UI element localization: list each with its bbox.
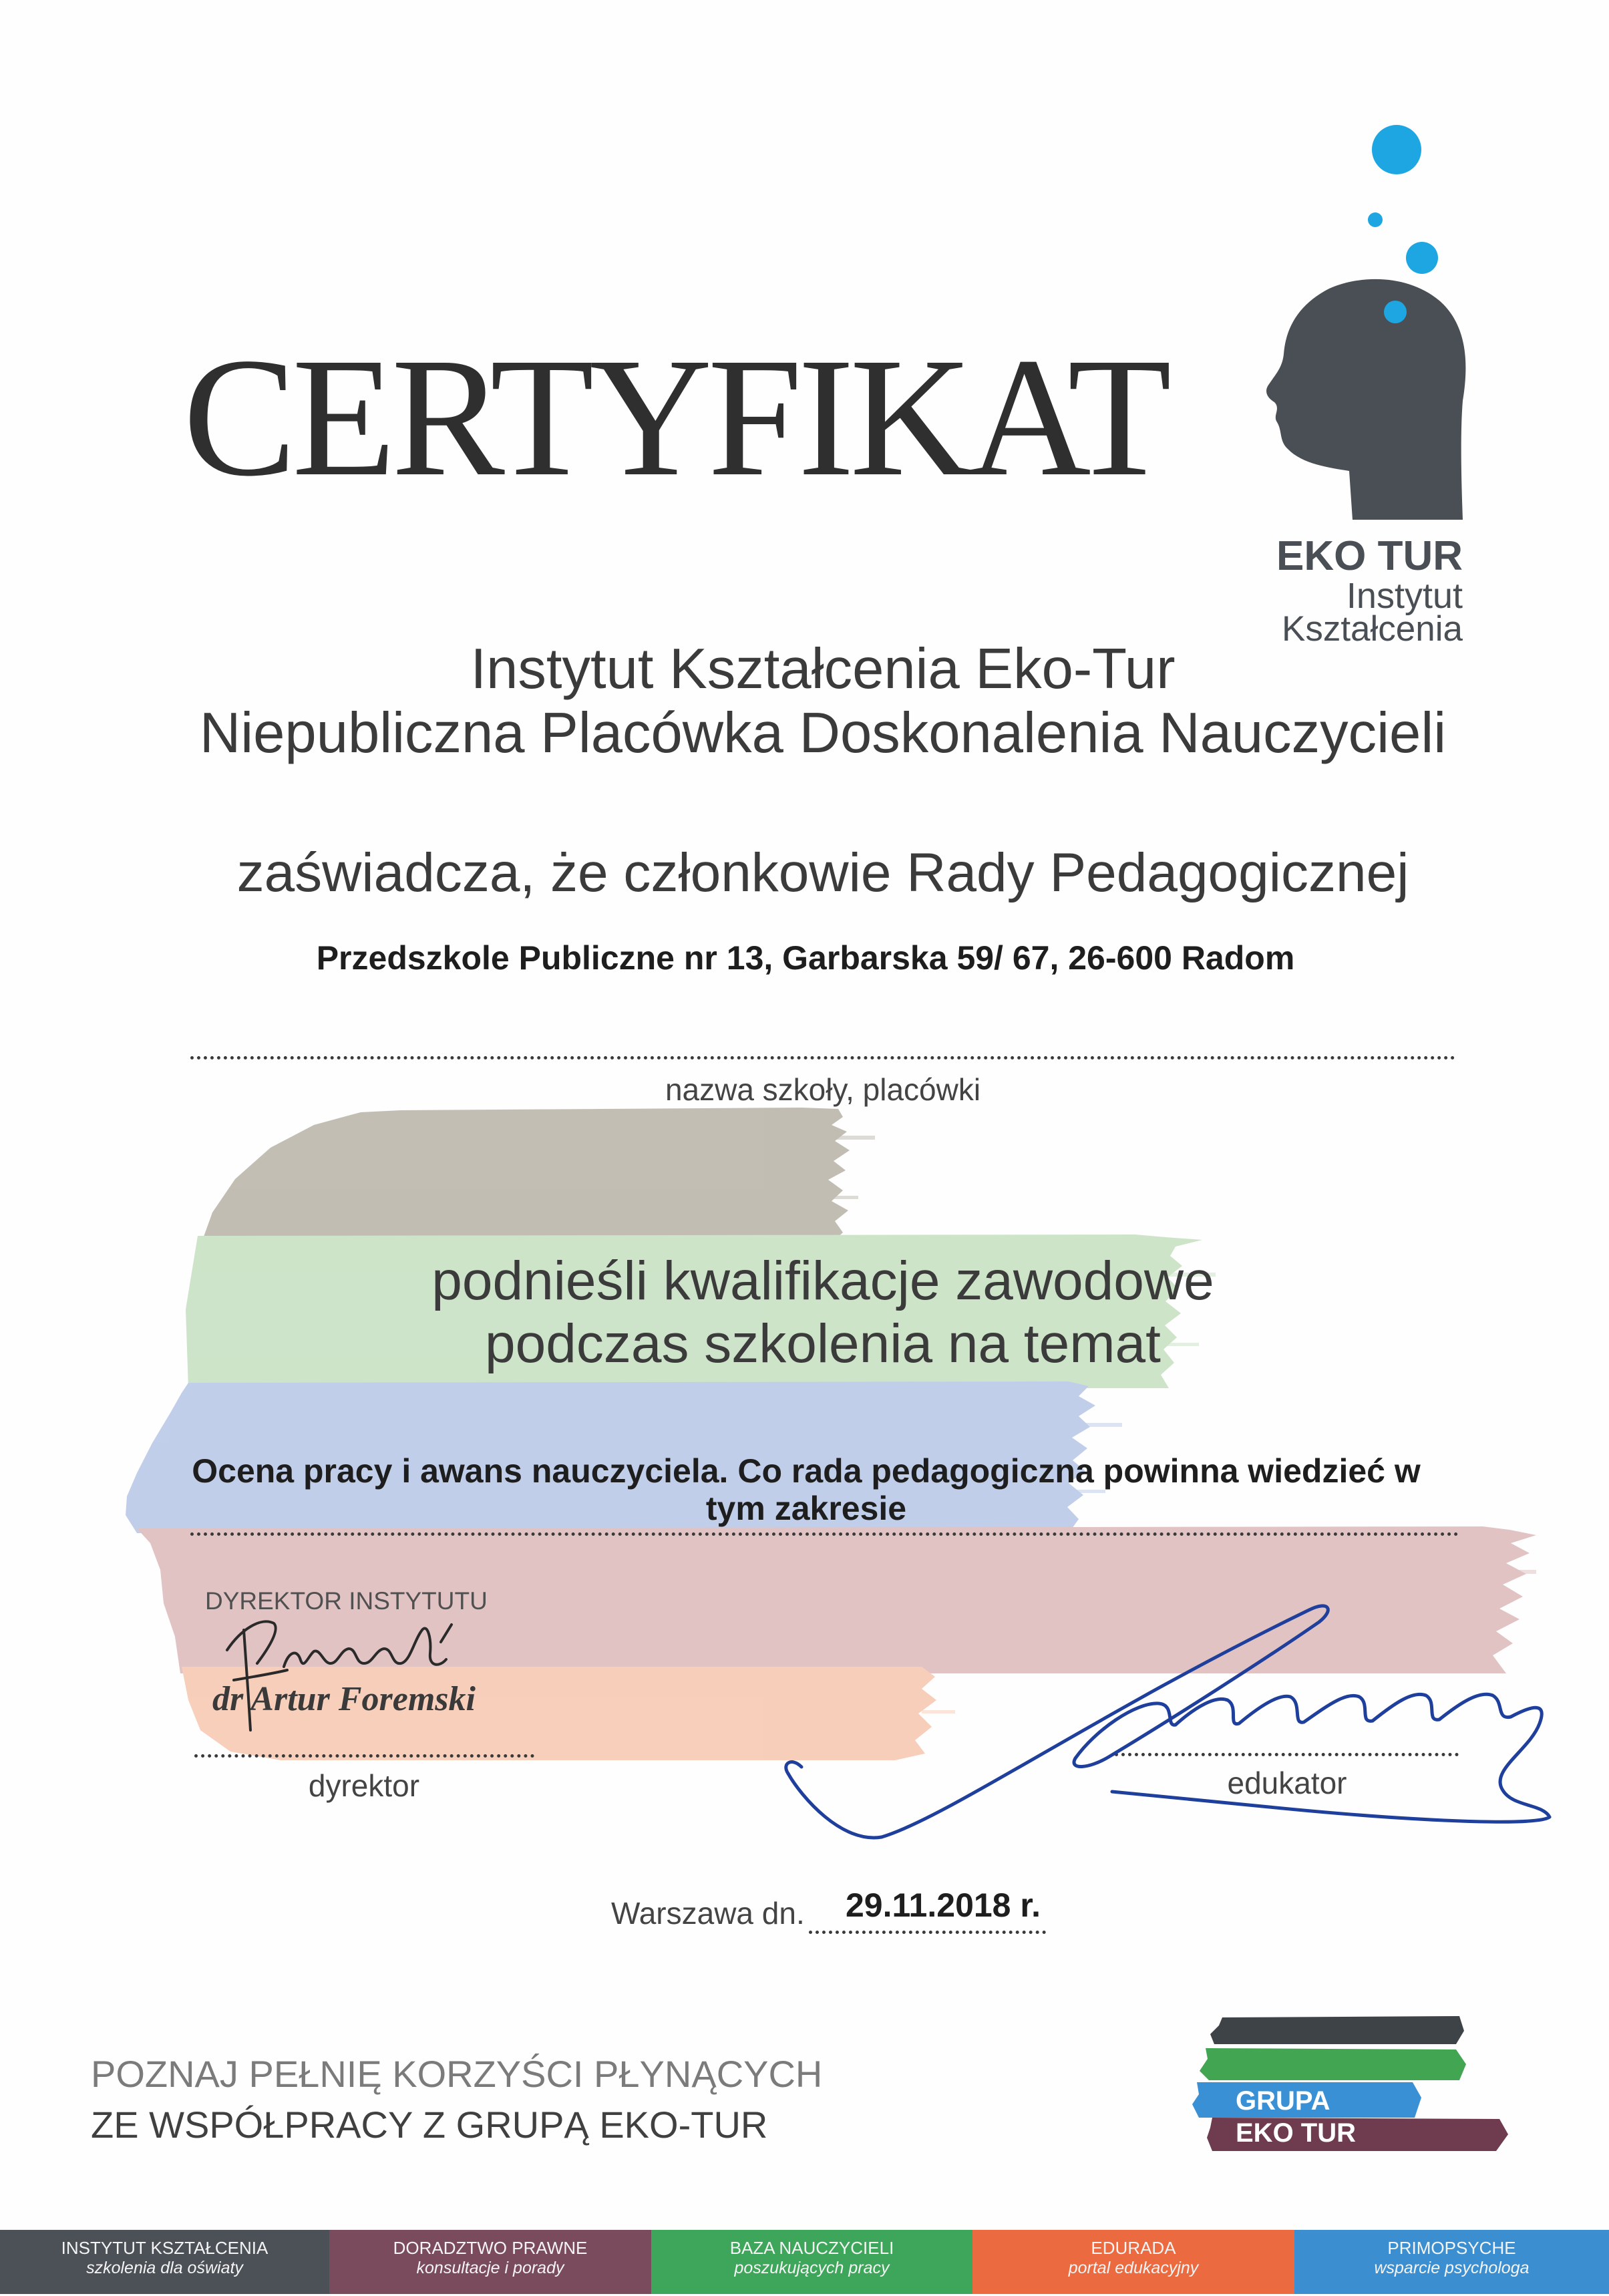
- footer-segment-subtitle: portal edukacyjny: [1068, 2259, 1199, 2277]
- footer-segment-title: PRIMOPSYCHE: [1387, 2238, 1516, 2258]
- issuer-name: Instytut Kształcenia Eko-Tur: [470, 637, 1176, 701]
- promo-line-1: POZNAJ PEŁNIĘ KORZYŚCI PŁYNĄCYCH: [91, 2053, 823, 2095]
- footer-segment-subtitle: konsultacje i porady: [416, 2259, 564, 2277]
- bubble-dot-icon: [1384, 301, 1407, 323]
- qualification-line-1: podnieśli kwalifikacje zawodowe: [431, 1251, 1214, 1311]
- eko-tur-logo: [1266, 125, 1465, 520]
- footer-segment-subtitle: wsparcie psychologa: [1374, 2259, 1530, 2277]
- group-logo-line-2: EKO TUR: [1236, 2118, 1356, 2148]
- group-logo-line-1: GRUPA: [1236, 2086, 1330, 2116]
- footer-segment: [0, 2230, 329, 2294]
- logo-line-2: Kształcenia: [1281, 609, 1463, 649]
- bubble-dot-icon: [1406, 242, 1438, 274]
- director-caption: dyrektor: [308, 1768, 420, 1803]
- certificate-title: CERTYFIKAT: [183, 323, 1168, 512]
- educator-caption: edukator: [1227, 1766, 1347, 1800]
- brush-head-profile: [126, 1108, 1536, 1760]
- school-dotted-line: [190, 1056, 1455, 1059]
- school-caption: nazwa szkoły, placówki: [665, 1072, 981, 1107]
- footer-segment-subtitle: szkolenia dla oświaty: [86, 2259, 243, 2277]
- educator-dotted-line: [1115, 1753, 1459, 1756]
- logo-brand: EKO TUR: [1276, 533, 1463, 579]
- footer-segment-title: DORADZTWO PRAWNE: [393, 2238, 588, 2258]
- footer-segment: [651, 2230, 972, 2294]
- issuer-type: Niepubliczna Placówka Doskonalenia Nauczycieli: [199, 701, 1447, 765]
- head-silhouette-icon: [1266, 279, 1465, 520]
- date-dotted-line: [809, 1931, 1046, 1934]
- logo-line-1: Instytut: [1346, 576, 1463, 616]
- footer-segment: [972, 2230, 1294, 2294]
- group-logo-stroke: [1210, 2016, 1464, 2044]
- brush-streak: [835, 1136, 875, 1140]
- footer-segment-title: BAZA NAUCZYCIELI: [729, 2238, 894, 2258]
- footer-segment-title: INSTYTUT KSZTAŁCENIA: [61, 2238, 269, 2258]
- place-label: Warszawa dn.: [611, 1896, 805, 1931]
- footer-segment: [1294, 2230, 1609, 2294]
- brush-streak: [828, 1196, 858, 1199]
- group-logo-stroke: [1200, 2048, 1466, 2080]
- training-topic: Ocena pracy i awans nauczyciela. Co rada pedagogiczna powinna wiedzieć w tym zakresie: [192, 1452, 1421, 1527]
- director-stamp-title: DYREKTOR INSTYTUTU: [205, 1587, 488, 1615]
- bubble-dot-icon: [1368, 212, 1383, 227]
- school-name: Przedszkole Publiczne nr 13, Garbarska 59/ 67, 26-600 Radom: [316, 939, 1295, 977]
- director-dotted-line: [194, 1754, 534, 1758]
- topic-dotted-line: [190, 1532, 1459, 1536]
- director-stamp-name: dr Artur Foremski: [212, 1680, 476, 1718]
- brush-streak: [922, 1710, 955, 1713]
- qualification-line-2: podczas szkolenia na temat: [485, 1313, 1161, 1374]
- brush-band-gray: [200, 1108, 850, 1246]
- footer-segment-title: EDURADA: [1091, 2238, 1176, 2258]
- certification-statement: zaświadcza, że członkowie Rady Pedagogicznej: [236, 842, 1409, 903]
- promo-line-2: ZE WSPÓŁPRACY Z GRUPĄ EKO-TUR: [91, 2104, 768, 2146]
- brush-streak: [1075, 1423, 1122, 1427]
- brush-streak: [1503, 1570, 1536, 1574]
- issue-date: 29.11.2018 r.: [846, 1887, 1041, 1924]
- footer-segment: [329, 2230, 651, 2294]
- bubble-dot-icon: [1372, 125, 1421, 174]
- footer-segment-subtitle: poszukujących pracy: [734, 2259, 890, 2277]
- footer-bar: [0, 2230, 1609, 2294]
